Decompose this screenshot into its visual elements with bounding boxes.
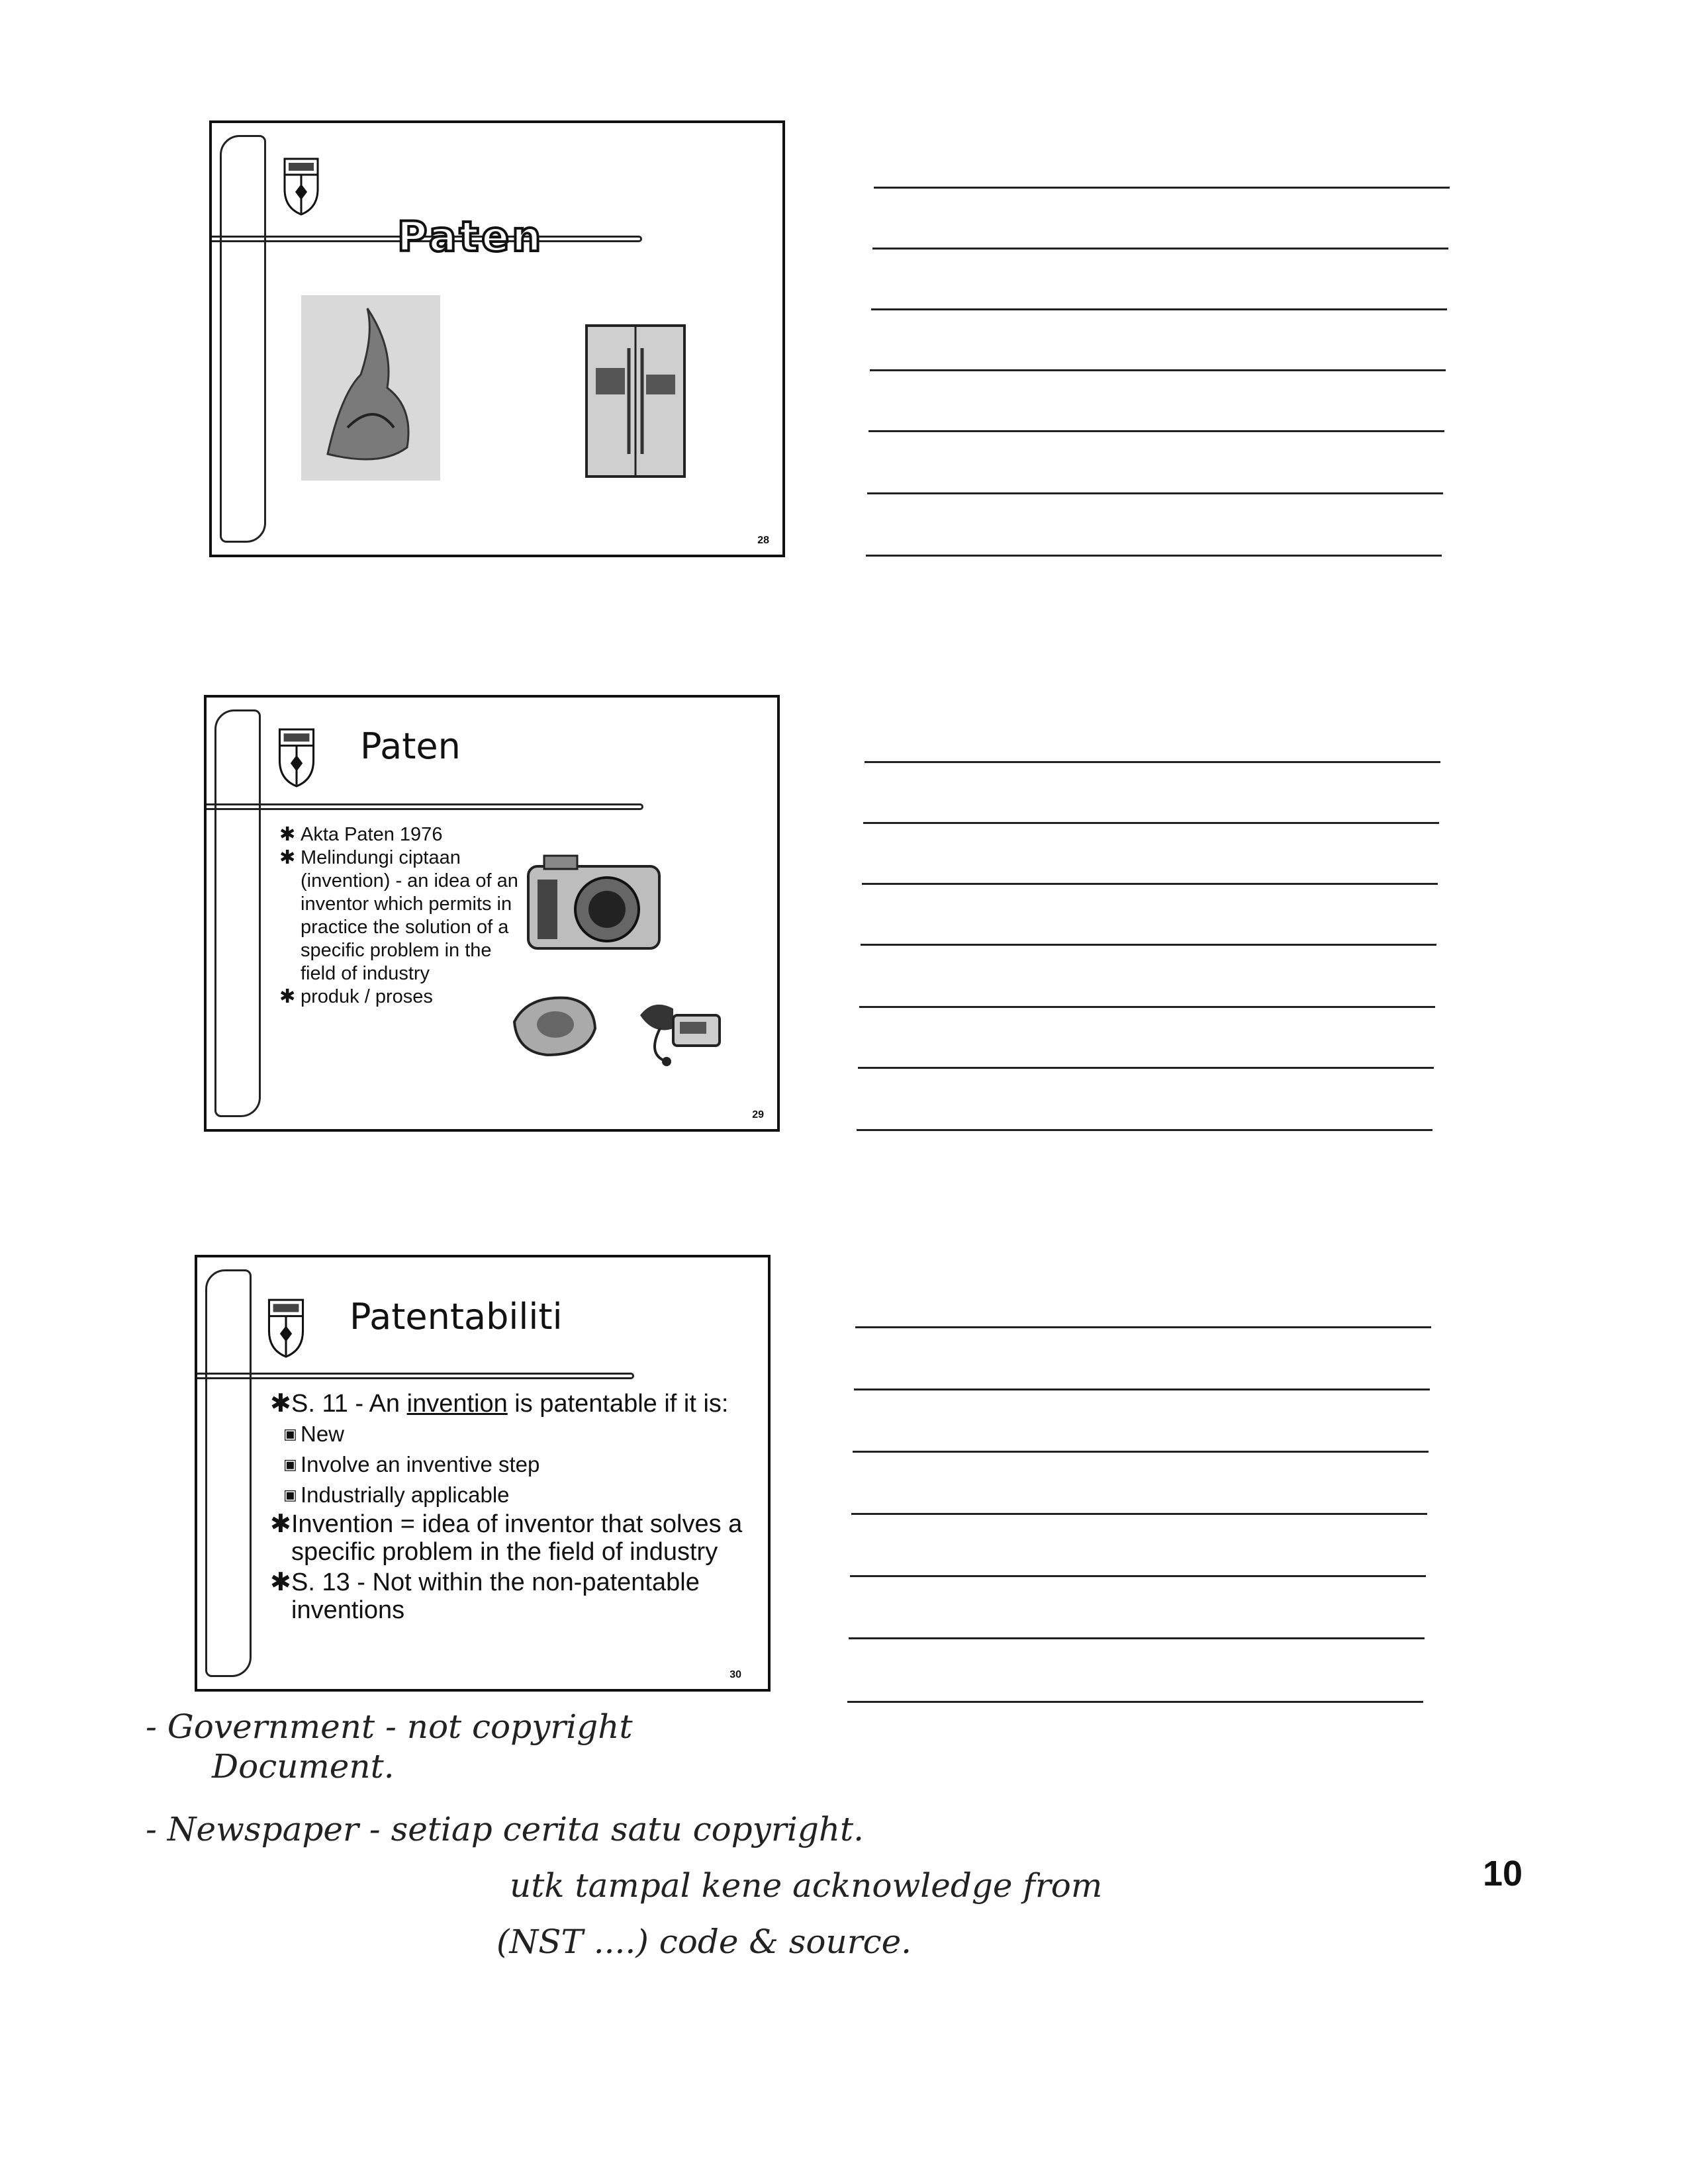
- bullet-item: ✱ produk / proses: [279, 986, 433, 1007]
- note-line: [874, 187, 1450, 189]
- note-line: [854, 1388, 1430, 1390]
- handwritten-note: (NST ....) code & source.: [496, 1923, 912, 1961]
- title-rule: [207, 803, 643, 810]
- note-line: [862, 883, 1438, 885]
- note-line: [863, 822, 1439, 824]
- note-line: [855, 1326, 1431, 1328]
- note-line: [866, 555, 1442, 557]
- handwritten-note: Document.: [212, 1747, 395, 1786]
- page-number: 10: [1483, 1854, 1523, 1893]
- camera-image: [524, 846, 663, 952]
- crest-logo: [277, 725, 316, 788]
- note-line: [849, 1637, 1425, 1639]
- bullet-item: ✱ Akta Paten 1976: [279, 824, 443, 845]
- bullet-list: [279, 823, 524, 1009]
- refrigerator-image: [583, 322, 688, 480]
- sculpture-image: [301, 295, 440, 480]
- slide-30: [195, 1255, 771, 1692]
- slide-number: 28: [757, 535, 769, 546]
- slide-body: [270, 1390, 747, 1624]
- handwritten-note: utk tampal kene acknowledge from: [510, 1866, 1103, 1905]
- slide-number: 30: [729, 1669, 741, 1680]
- sub-bullet-item: ▣ Industrially applicable: [283, 1482, 510, 1507]
- title-rule: [197, 1373, 634, 1379]
- sub-bullet-item: ▣ New: [283, 1422, 345, 1446]
- note-line: [851, 1513, 1427, 1515]
- scroll-decoration: [214, 709, 261, 1117]
- slide-title: Patentabiliti: [350, 1296, 563, 1338]
- note-line: [870, 369, 1446, 371]
- slide-28: [209, 120, 785, 557]
- note-line: [850, 1575, 1426, 1577]
- note-line: [857, 1129, 1432, 1131]
- bullet-item: ✱ Melindungi ciptaan (invention) - an idea of an inventor which permits in practice the solution of a specific problem in the field of industry: [279, 847, 518, 984]
- slide-29: [204, 695, 780, 1132]
- note-line: [867, 492, 1443, 494]
- slide-title: Paten: [397, 212, 544, 261]
- note-line: [859, 1006, 1435, 1008]
- crest-logo: [282, 155, 320, 216]
- bullet-item: ✱ S. 13 - Not within the non-patentable inventions: [270, 1569, 700, 1624]
- note-line: [861, 944, 1436, 946]
- note-line: [872, 248, 1448, 250]
- note-line: [865, 761, 1440, 763]
- crest-logo: [266, 1296, 306, 1358]
- note-line: [847, 1701, 1423, 1703]
- blood-pressure-monitor-image: [633, 989, 726, 1068]
- note-line: [853, 1451, 1429, 1453]
- scroll-decoration: [220, 135, 266, 543]
- note-line: [871, 308, 1447, 310]
- device-image: [508, 989, 600, 1062]
- slide-title: Paten: [360, 725, 461, 767]
- handwritten-note: - Newspaper - setiap cerita satu copyright.: [146, 1810, 865, 1848]
- note-line: [868, 430, 1444, 432]
- bullet-item: ✱ S. 11 - An invention is patentable if it is:: [270, 1390, 729, 1418]
- slide-number: 29: [752, 1109, 764, 1120]
- sub-bullet-item: ▣ Involve an inventive step: [283, 1452, 540, 1477]
- bullet-item: ✱ Invention = idea of inventor that solves a specific problem in the field of industry: [270, 1510, 743, 1566]
- handwritten-note: - Government - not copyright: [146, 1707, 633, 1746]
- scroll-decoration: [205, 1269, 252, 1677]
- note-line: [858, 1067, 1434, 1069]
- sub-bullet-list: [283, 1419, 747, 1510]
